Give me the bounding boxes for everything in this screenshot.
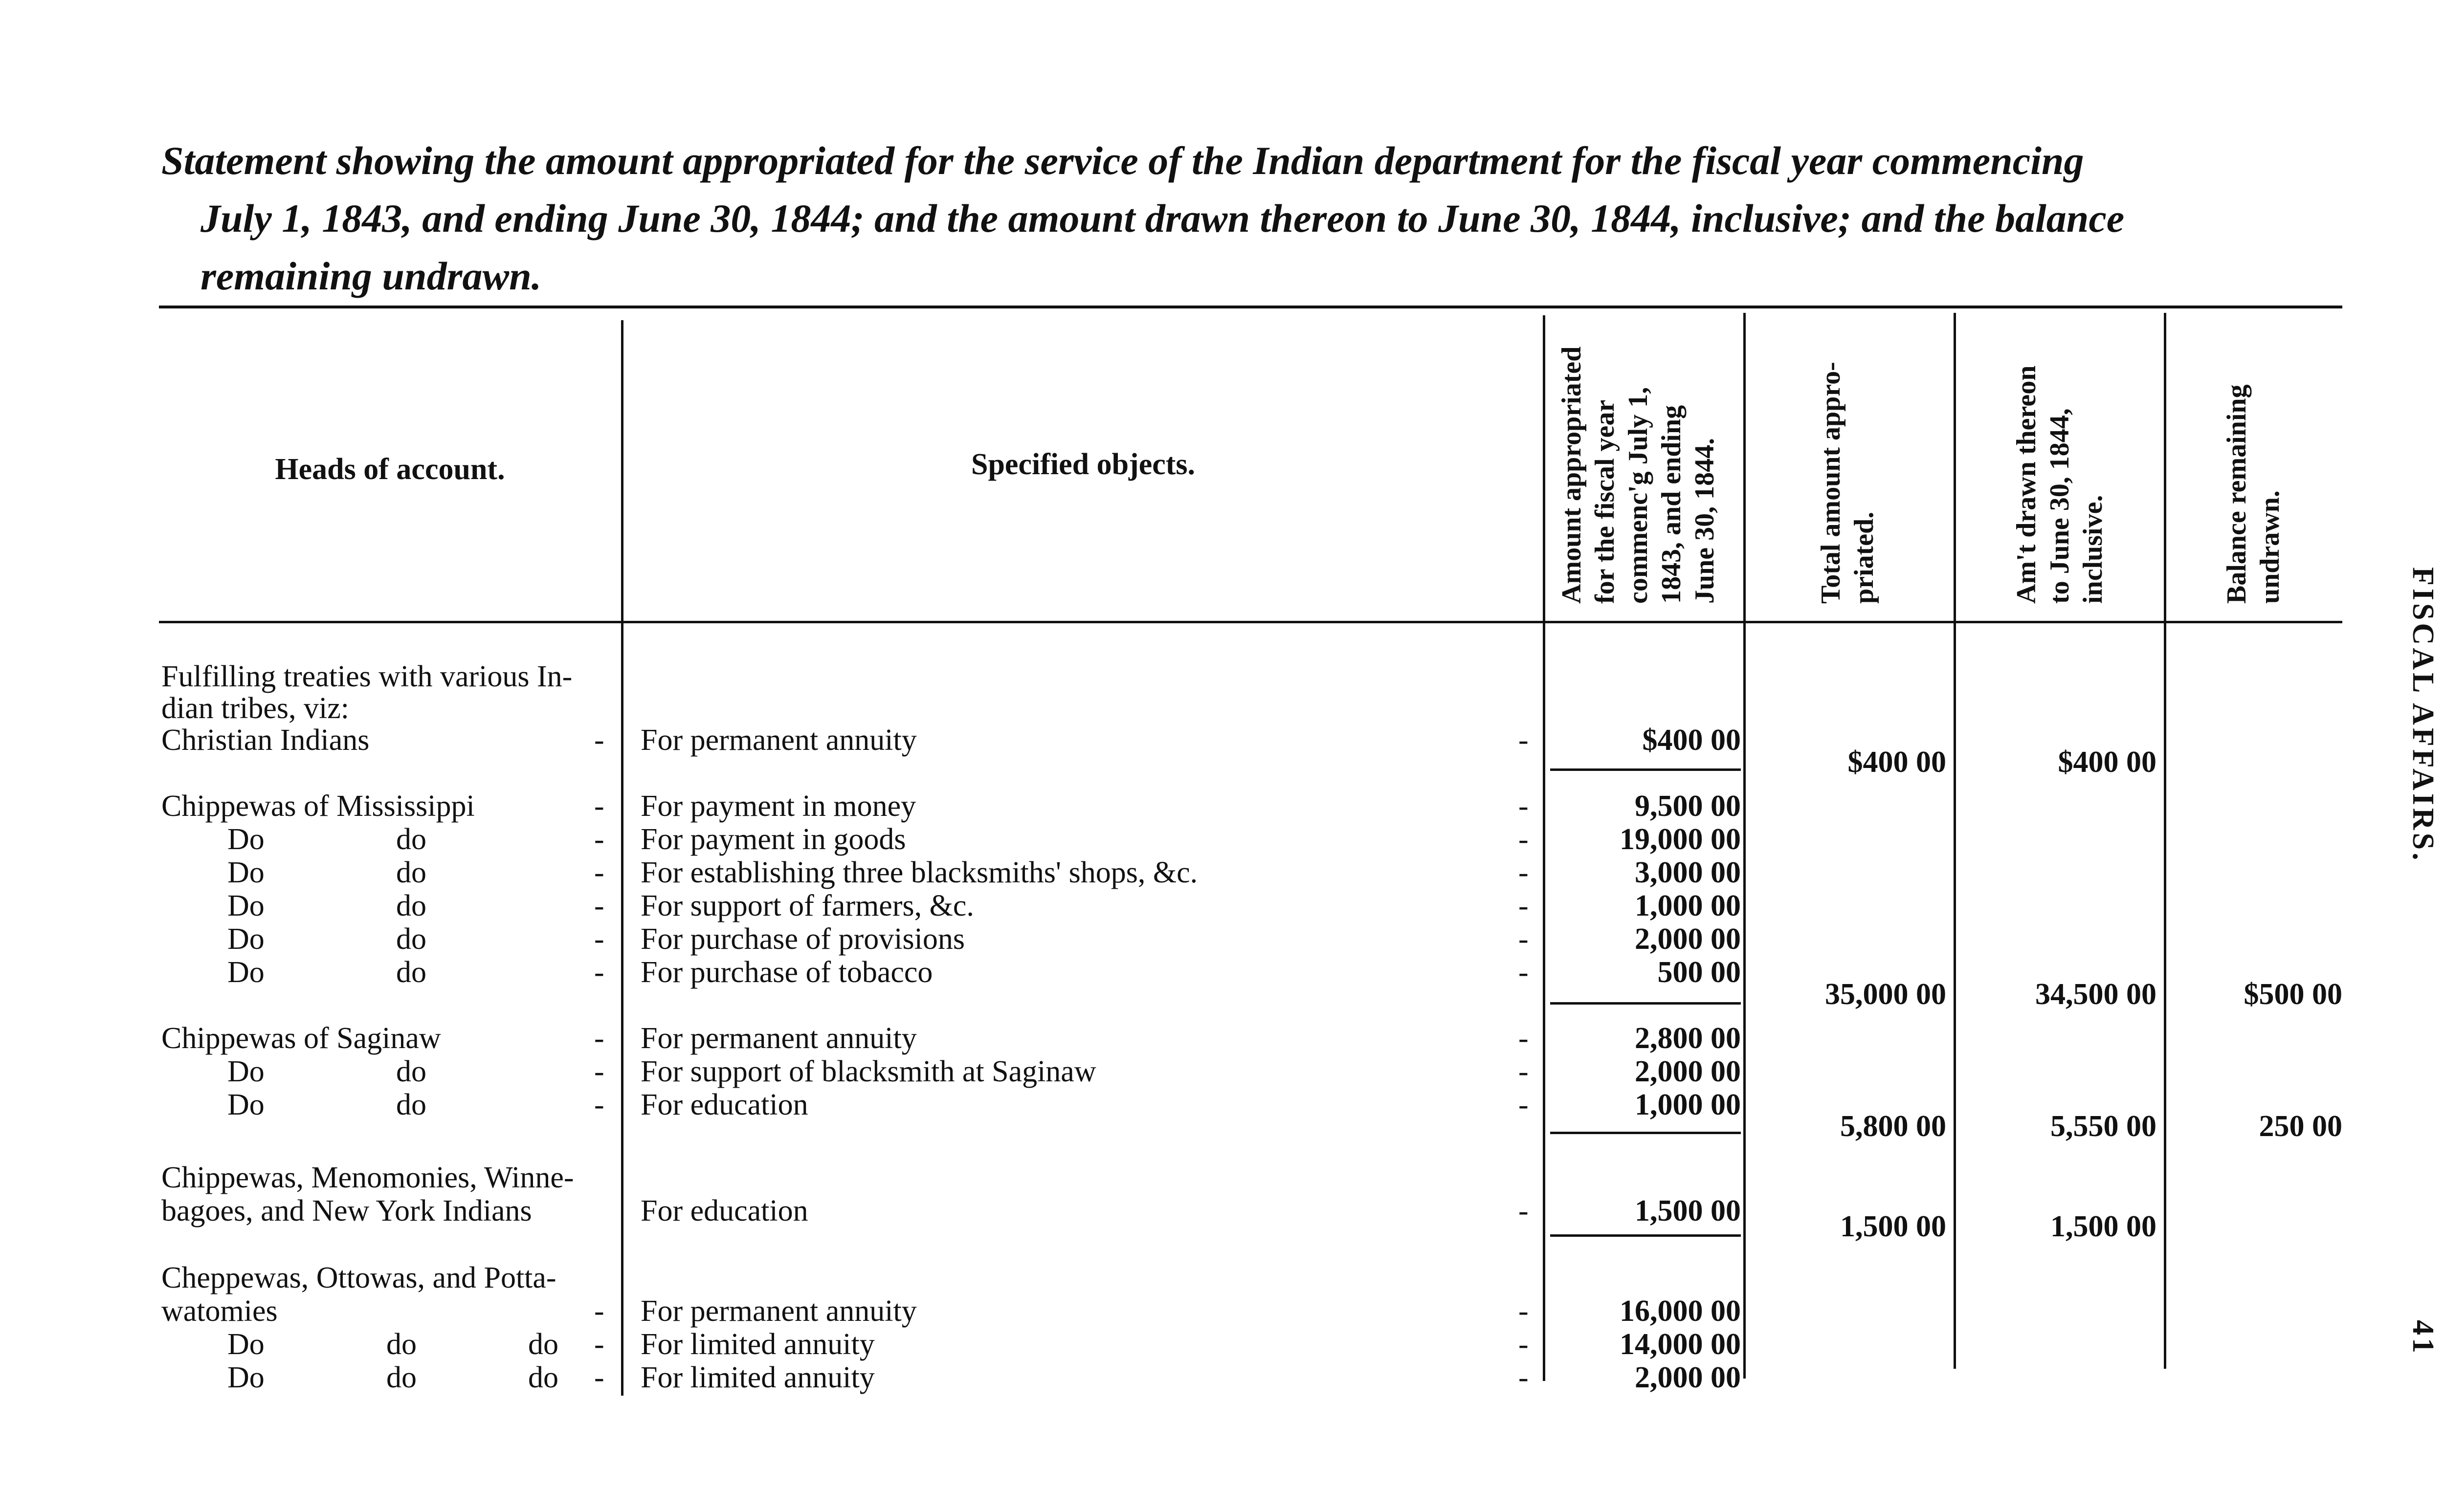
leader-dash: - <box>1518 1055 1529 1088</box>
header-heads-of-account: Heads of account. <box>275 453 505 486</box>
specified-object: For limited annuity <box>641 1328 875 1361</box>
head-of-account: Do <box>227 1055 265 1088</box>
amount-drawn: 34,500 00 <box>2035 978 2156 1011</box>
head-of-account: Do <box>227 823 265 856</box>
specified-object: For permanent annuity <box>641 1294 917 1328</box>
head-of-account: Do <box>227 922 265 956</box>
row-dash: - <box>594 1328 604 1361</box>
total-appropriated: $400 00 <box>1847 745 1946 779</box>
row-dash: - <box>594 922 604 956</box>
head-of-account-ditto: do <box>528 1361 558 1394</box>
head-of-account: Christian Indians <box>161 723 370 757</box>
amount-drawn: 5,550 00 <box>2050 1110 2156 1143</box>
subtotal-rule <box>1550 1002 1741 1005</box>
head-of-account-ditto: do <box>386 1361 417 1394</box>
head-of-account-ditto: do <box>396 1055 426 1088</box>
specified-object: For purchase of tobacco <box>641 956 933 989</box>
header-balance-undrawn: Balance remaining undrawn. <box>2222 384 2285 604</box>
amount-appropriated: 500 00 <box>1657 956 1741 989</box>
head-of-account-ditto: do <box>396 1088 426 1121</box>
amount-appropriated: 2,000 00 <box>1635 1361 1741 1394</box>
row-dash: - <box>594 823 604 856</box>
head-of-account-ditto: do <box>386 1328 417 1361</box>
head-of-account: Cheppewas, Ottowas, and Potta- <box>161 1261 556 1294</box>
head-of-account-ditto: do <box>396 889 426 922</box>
header-total-appropriated: Total amount appro- priated. <box>1816 362 1879 604</box>
specified-object: For establishing three blacksmiths' shops, &c. <box>641 856 1198 889</box>
amount-appropriated: 14,000 00 <box>1620 1328 1741 1361</box>
specified-object: For support of farmers, &c. <box>641 889 974 922</box>
amount-appropriated: $400 00 <box>1642 723 1741 757</box>
row-dash: - <box>594 1294 604 1328</box>
amount-appropriated: 1,500 00 <box>1635 1194 1741 1227</box>
specified-object: For payment in goods <box>641 823 906 856</box>
head-of-account: Chippewas of Saginaw <box>161 1022 441 1055</box>
total-appropriated: 5,800 00 <box>1840 1110 1946 1143</box>
row-dash: - <box>594 889 604 922</box>
head-of-account: Do <box>227 889 265 922</box>
header-specified-objects: Specified objects. <box>971 448 1196 481</box>
head-of-account: Do <box>227 956 265 989</box>
amount-drawn: 1,500 00 <box>2050 1210 2156 1243</box>
balance-undrawn: 250 00 <box>2259 1110 2342 1143</box>
total-appropriated: 1,500 00 <box>1840 1210 1946 1243</box>
head-of-account: Do <box>227 1328 265 1361</box>
amount-appropriated: 2,800 00 <box>1635 1022 1741 1055</box>
row-dash: - <box>594 789 604 823</box>
amount-appropriated: 3,000 00 <box>1635 856 1741 889</box>
head-of-account: Do <box>227 1361 265 1394</box>
amount-appropriated: 1,000 00 <box>1635 889 1741 922</box>
head-of-account-ditto: do <box>396 823 426 856</box>
amount-appropriated: 19,000 00 <box>1620 823 1741 856</box>
head-of-account: bagoes, and New York Indians <box>161 1194 532 1227</box>
leader-dash: - <box>1518 889 1529 922</box>
row-dash: - <box>594 956 604 989</box>
specified-object: For permanent annuity <box>641 1022 917 1055</box>
row-dash: - <box>594 1361 604 1394</box>
header-amount-drawn: Am't drawn thereon to June 30, 1844, inclusive. <box>2011 365 2108 604</box>
row-dash: - <box>594 1022 604 1055</box>
row-dash: - <box>594 1088 604 1121</box>
title-line-3: remaining undrawn. <box>200 254 542 298</box>
column-divider-5 <box>2164 313 2166 1369</box>
head-of-account-ditto: do <box>396 956 426 989</box>
column-divider-4 <box>1954 313 1956 1369</box>
leader-dash: - <box>1518 1022 1529 1055</box>
row-dash: - <box>594 856 604 889</box>
leader-dash: - <box>1518 1088 1529 1121</box>
column-divider-2 <box>1543 315 1545 1381</box>
specified-object: For education <box>641 1088 808 1121</box>
subtotal-rule <box>1550 1234 1741 1237</box>
title-line-2: July 1, 1843, and ending June 30, 1844; and the amount drawn thereon to June 30, 1844, inclusive; and the balance <box>200 196 2125 241</box>
head-of-account: Chippewas of Mississippi <box>161 789 475 823</box>
specified-object: For payment in money <box>641 789 916 823</box>
head-of-account: Fulfilling treaties with various In- <box>161 660 573 693</box>
leader-dash: - <box>1518 1328 1529 1361</box>
leader-dash: - <box>1518 823 1529 856</box>
title-line-1: Statement showing the amount appropriated for the service of the Indian department for the fiscal year commencing <box>161 138 2084 183</box>
leader-dash: - <box>1518 1194 1529 1227</box>
leader-dash: - <box>1518 956 1529 989</box>
head-of-account: watomies <box>161 1294 278 1328</box>
amount-appropriated: 2,000 00 <box>1635 922 1741 956</box>
balance-undrawn: $500 00 <box>2244 978 2342 1011</box>
header-amount-appropriated: Amount appropriated for the fiscal year commenc'g July 1, 1843, and ending June 30, 1844. <box>1556 346 1720 604</box>
amount-appropriated: 9,500 00 <box>1635 789 1741 823</box>
head-of-account: Do <box>227 1088 265 1121</box>
header-bottom-rule <box>159 621 2342 623</box>
leader-dash: - <box>1518 922 1529 956</box>
leader-dash: - <box>1518 1294 1529 1328</box>
page-number: 41 <box>2406 1320 2440 1356</box>
leader-dash: - <box>1518 1361 1529 1394</box>
head-of-account: dian tribes, viz: <box>161 692 349 725</box>
specified-object: For purchase of provisions <box>641 922 965 956</box>
column-divider-3 <box>1743 313 1746 1379</box>
head-of-account-ditto: do <box>396 922 426 956</box>
amount-drawn: $400 00 <box>2058 745 2156 779</box>
leader-dash: - <box>1518 856 1529 889</box>
specified-object: For limited annuity <box>641 1361 875 1394</box>
amount-appropriated: 1,000 00 <box>1635 1088 1741 1121</box>
leader-dash: - <box>1518 723 1529 757</box>
statement-title <box>161 132 2352 305</box>
amount-appropriated: 2,000 00 <box>1635 1055 1741 1088</box>
subtotal-rule <box>1550 1132 1741 1134</box>
total-appropriated: 35,000 00 <box>1825 978 1946 1011</box>
head-of-account-ditto: do <box>528 1328 558 1361</box>
specified-object: For support of blacksmith at Saginaw <box>641 1055 1096 1088</box>
side-section-title: FISCAL AFFAIRS. <box>2406 567 2440 863</box>
leader-dash: - <box>1518 789 1529 823</box>
head-of-account: Chippewas, Menomonies, Winne- <box>161 1161 574 1194</box>
specified-object: For permanent annuity <box>641 723 917 757</box>
row-dash: - <box>594 1055 604 1088</box>
amount-appropriated: 16,000 00 <box>1620 1294 1741 1328</box>
table-top-rule <box>159 306 2342 308</box>
head-of-account-ditto: do <box>396 856 426 889</box>
subtotal-rule <box>1550 768 1741 771</box>
head-of-account: Do <box>227 856 265 889</box>
specified-object: For education <box>641 1194 808 1227</box>
row-dash: - <box>594 723 604 757</box>
